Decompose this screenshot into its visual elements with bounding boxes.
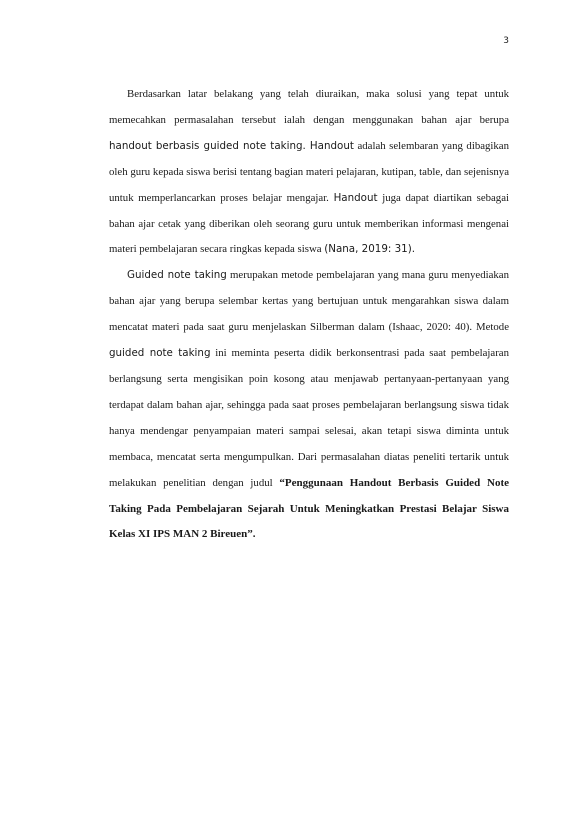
paragraph-2 [109,263,509,548]
text-segment: juga dapat diartikan sebagai bahan ajar cetak yang diberikan oleh seorang guru untuk memberikan informasi mengenai materi pembelajaran secara ringkas kepada siswa [109,191,509,256]
research-title: “Penggunaan Handout Berbasis Guided Note Taking Pada Pembelajaran Sejarah Untuk Meningkatkan Prestasi Belajar Siswa Kelas XI IPS MAN 2 Bireuen”. [109,476,509,541]
page-number: 3 [503,36,509,46]
text-segment: merupakan metode pembelajaran yang mana guru menyediakan bahan ajar yang berupa selembar kertas yang bertujuan untuk mengarahkan siswa dalam mencatat materi pada saat guru menjelaskan Silberman dalam (Ishaac, 2020: 40). Metode [109,269,509,334]
paragraph-1 [109,82,509,263]
text-segment: Berdasarkan latar belakang yang telah diuraikan, maka solusi yang tepat untuk memecahkan permasalahan tersebut ialah dengan menggunakan bahan ajar berupa [109,88,509,126]
text-segment: guided note taking [109,347,211,360]
text-segment: ini meminta peserta didik berkonsentrasi pada saat pembelajaran berlangsung serta mengisikan poin kosong atau menjawab pertanyaan-pertanyaan yang terdapat dalam bahan ajar, sehingga pada saat proses pembelajaran berlangsung siswa tidak hanya mendengar penyampaian materi sampai selesai, akan tetapi siswa diminta untuk membaca, mencatat serta mengumpulkan. Dari permasalahan diatas peneliti tertarik untuk melakukan penelitian dengan judul [109,347,509,489]
citation: (Nana, 2019: 31). [324,243,416,256]
body-text [109,82,509,548]
text-segment: Handout [333,191,378,204]
text-segment: adalah selembaran yang dibagikan oleh guru kepada siswa berisi tentang bagian materi pelajaran, kutipan, table, dan sejenisnya untuk memperlancarkan proses belajar mengajar. [109,139,509,204]
text-segment: Guided note taking [127,269,227,282]
text-segment: handout berbasis guided note taking. Handout [109,139,354,152]
